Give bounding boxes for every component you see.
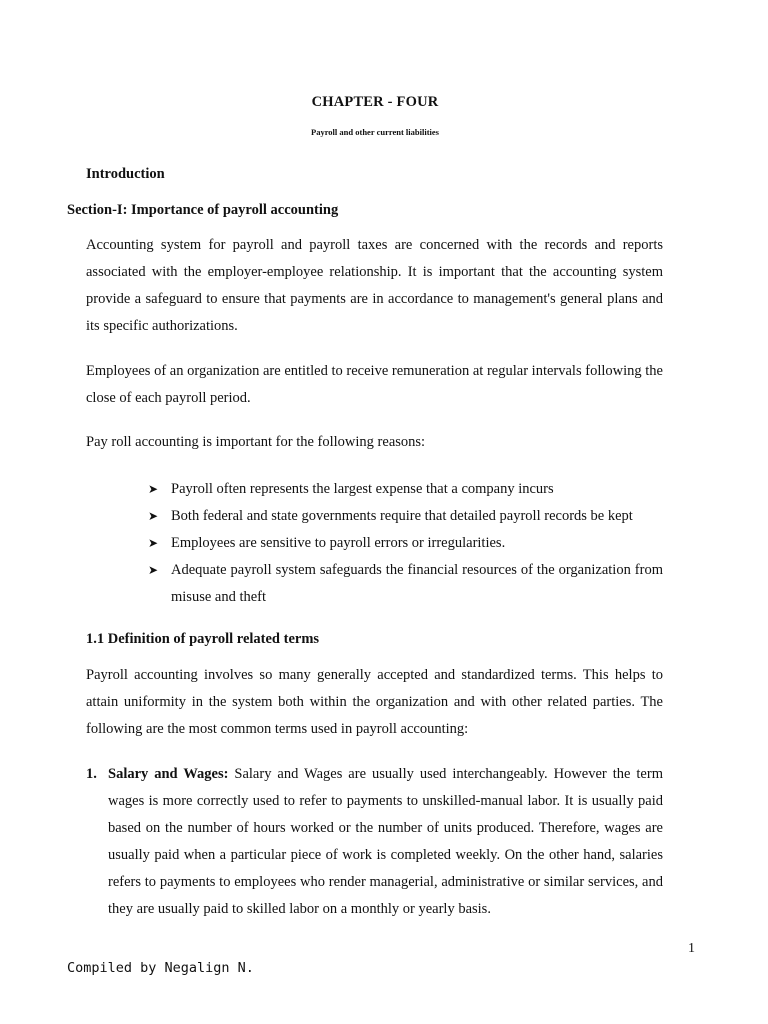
chapter-subtitle: Payroll and other current liabilities (311, 127, 439, 137)
term-body (108, 761, 663, 923)
numbered-term-item (86, 761, 663, 923)
arrowhead-bullet-icon: ➤ (148, 563, 159, 577)
term-number: 1. (86, 766, 97, 782)
section-heading: Section-I: Importance of payroll accounting (67, 202, 339, 218)
footer-compiled-by: Compiled by Negalign N. (67, 960, 254, 976)
paragraph-reasons-intro: Pay roll accounting is important for the following reasons: (86, 434, 426, 450)
page-number: 1 (688, 941, 695, 956)
chapter-title: CHAPTER - FOUR (311, 94, 439, 110)
arrowhead-bullet-icon: ➤ (148, 509, 159, 523)
term-label: Salary and Wages: (108, 766, 229, 782)
paragraph-definition-intro: Payroll accounting involves so many generally accepted and standardized terms. This helps to attain uniformity in the system both within the organization and with other related parties. The following are the most common terms used in payroll accounting: (86, 667, 663, 737)
bullet-text: Adequate payroll system safeguards the financial resources of the organization from misuse and theft (171, 562, 663, 605)
term-definition: Salary and Wages are usually used interchangeably. However the term wages is more correctly used to refer to payments to unskilled-manual labor. It is usually paid based on the number of hours worked or the number of units produced. Therefore, wages are usually paid when a particular piece of work is completed weekly. On the other hand, salaries refers to payments to employees who render managerial, administrative or similar services, and they are usually paid to skilled labor on a monthly or yearly basis. (108, 766, 663, 917)
bullet-text: Employees are sensitive to payroll errors or irregularities. (171, 535, 506, 551)
introduction-heading: Introduction (86, 166, 165, 182)
list-item (148, 557, 663, 611)
bullet-text: Payroll often represents the largest expense that a company incurs (171, 481, 554, 497)
reasons-bullet-list (148, 476, 663, 611)
subsection-heading: 1.1 Definition of payroll related terms (86, 631, 320, 647)
list-item (148, 476, 663, 503)
list-item (148, 503, 663, 530)
bullet-text: Both federal and state governments require that detailed payroll records be kept (171, 508, 633, 524)
arrowhead-bullet-icon: ➤ (148, 482, 159, 496)
arrowhead-bullet-icon: ➤ (148, 536, 159, 550)
paragraph-employees-remuneration: Employees of an organization are entitled to receive remuneration at regular intervals following the close of each payroll period. (86, 363, 663, 406)
list-item (148, 530, 663, 557)
paragraph-accounting-system: Accounting system for payroll and payroll taxes are concerned with the records and reports associated with the employer-employee relationship. It is important that the accounting system provide a safeguard to ensure that payments are in accordance to management's general plans and its specific authorizations. (86, 237, 663, 334)
